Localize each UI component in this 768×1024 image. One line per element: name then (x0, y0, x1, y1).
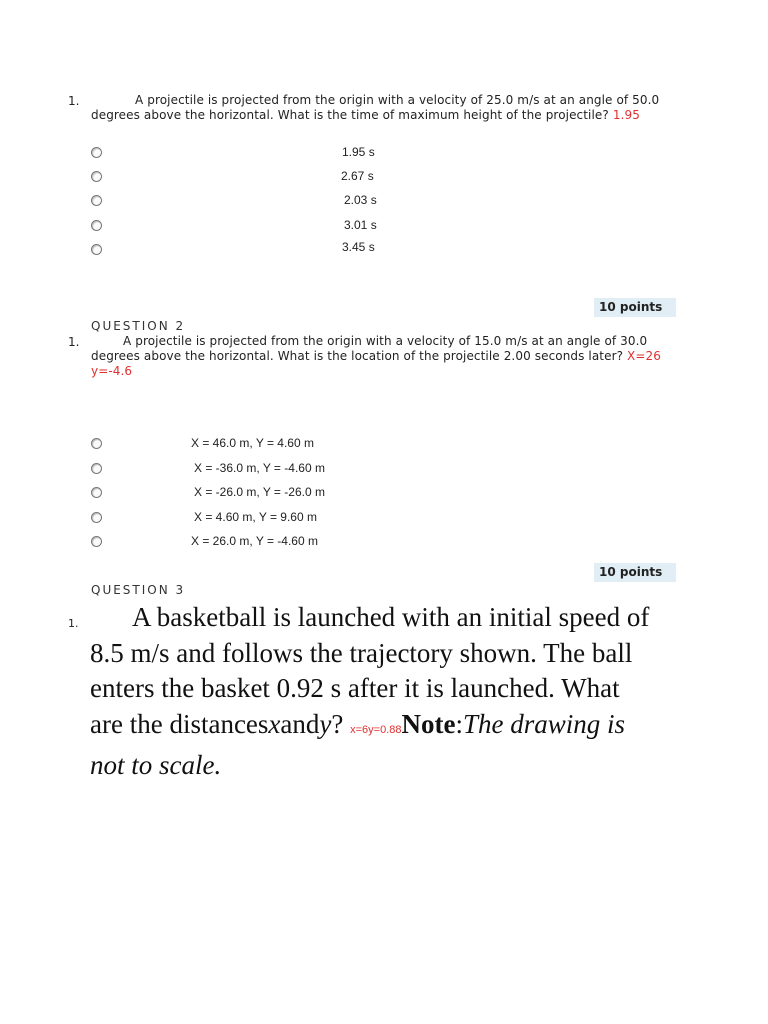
q2-option-5-radio[interactable] (91, 536, 102, 547)
question-3-text (90, 600, 650, 784)
q1-option-5-label[interactable]: 3.45 s (342, 240, 375, 254)
q1-option-3-label[interactable]: 2.03 s (344, 193, 377, 207)
question-3-and: and (280, 708, 320, 739)
question-2-number: 1. (68, 335, 80, 349)
question-3-prompt: A basketball is launched with an initial speed of 8.5 m/s and follows the trajectory shown. The ball enters the basket 0.92 s after it is launched. What are the distances (90, 602, 650, 739)
q2-option-1-radio[interactable] (91, 438, 102, 449)
q1-option-4-label[interactable]: 3.01 s (344, 218, 377, 232)
question-2-answer-note: X=26 y=-4.6 (91, 349, 661, 378)
question-2-points-badge: 10 points (594, 563, 676, 582)
q2-option-3-radio[interactable] (91, 487, 102, 498)
question-2-prompt: A projectile is projected from the origin with a velocity of 15.0 m/s at an angle of 30.0 degrees above the horizontal. What is the location of the projectile 2.00 seconds later? (91, 334, 648, 363)
q2-option-2-label[interactable]: X = -36.0 m, Y = -4.60 m (194, 461, 325, 475)
q1-option-3-radio[interactable] (91, 195, 102, 206)
q2-option-1-label[interactable]: X = 46.0 m, Y = 4.60 m (191, 436, 314, 450)
q2-option-5-label[interactable]: X = 26.0 m, Y = -4.60 m (191, 534, 318, 548)
question-1-answer-note: 1.95 (612, 108, 640, 122)
question-1-number: 1. (68, 94, 80, 108)
question-3-var-y: y (319, 708, 332, 739)
question-3-qmark: ? (331, 708, 344, 739)
question-1-prompt: A projectile is projected from the origin with a velocity of 25.0 m/s at an angle of 50.0 degrees above the horizontal. What is the time of maximum height of the projectile? (91, 93, 660, 122)
question-2-text (91, 334, 691, 379)
q2-option-4-radio[interactable] (91, 512, 102, 523)
q1-option-5-radio[interactable] (91, 244, 102, 255)
question-3-note-label: Note (401, 708, 456, 739)
question-3-answer-note: x=6y=0.88 (350, 723, 402, 736)
q1-option-1-radio[interactable] (91, 147, 102, 158)
question-1-text (91, 93, 691, 123)
q2-option-4-label[interactable]: X = 4.60 m, Y = 9.60 m (194, 510, 317, 524)
question-3-note-text: The drawing is not to scale. (90, 708, 626, 780)
question-1-points-badge: 10 points (594, 298, 676, 317)
question-3-var-x: x (268, 708, 281, 739)
q2-option-2-radio[interactable] (91, 463, 102, 474)
question-3-heading: QUESTION 3 (91, 583, 186, 597)
question-3-note-colon: : (455, 708, 463, 739)
q2-option-3-label[interactable]: X = -26.0 m, Y = -26.0 m (194, 485, 325, 499)
q1-option-2-radio[interactable] (91, 171, 102, 182)
question-3-number: 1. (68, 617, 79, 630)
q1-option-4-radio[interactable] (91, 220, 102, 231)
q1-option-1-label[interactable]: 1.95 s (342, 145, 375, 159)
question-2-heading: QUESTION 2 (91, 319, 186, 333)
q1-option-2-label[interactable]: 2.67 s (341, 169, 374, 183)
